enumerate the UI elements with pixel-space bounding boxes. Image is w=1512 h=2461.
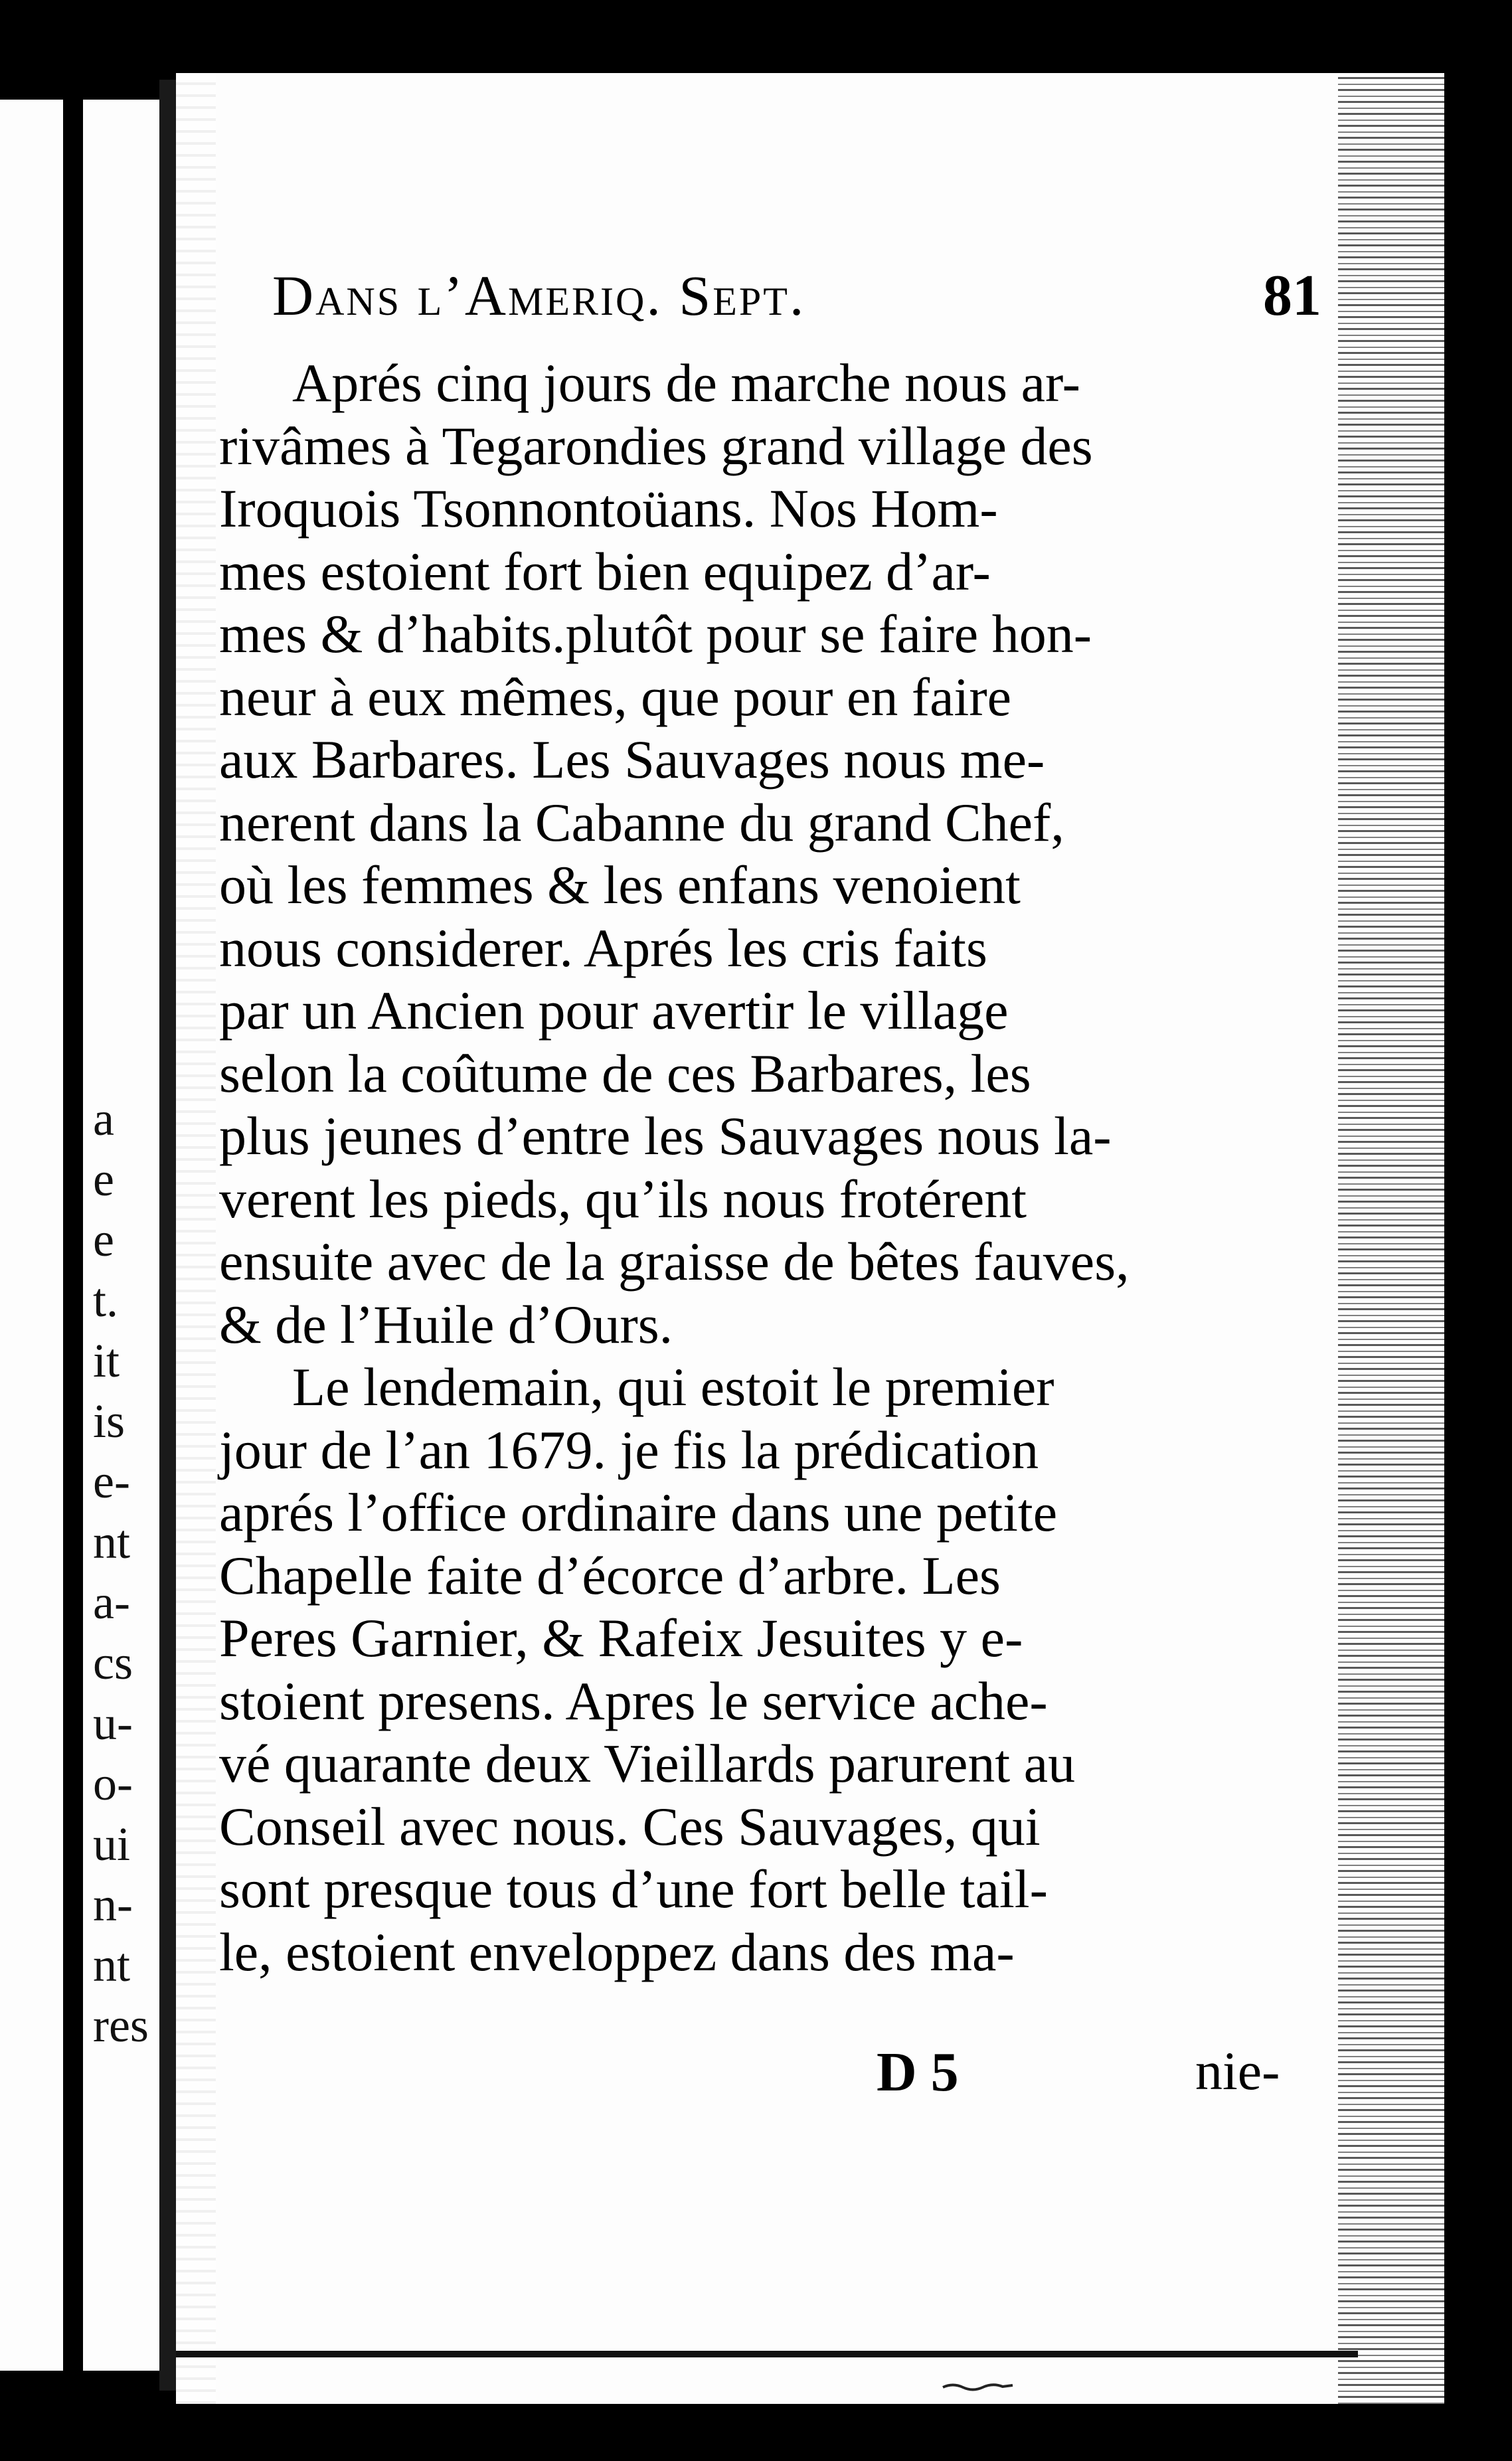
text-line: Chapelle faite d’écorce d’arbre. Les xyxy=(219,1545,1001,1606)
left-page-border xyxy=(63,100,83,2371)
text-line: Iroquois Tsonnontoüans. Nos Hom- xyxy=(219,478,998,539)
fragment-line: it xyxy=(93,1334,120,1387)
text-line: où les femmes & les enfans venoient xyxy=(219,855,1021,915)
fragment-line: n- xyxy=(93,1878,133,1931)
fragment-line: is xyxy=(93,1395,126,1448)
fragment-line: nt xyxy=(93,1938,131,1992)
text-line: Peres Garnier, & Rafeix Jesuites y e- xyxy=(219,1608,1023,1668)
fragment-line: res xyxy=(93,1999,149,2052)
signature-mark: D 5 xyxy=(877,2041,959,2103)
text-line: rivâmes à Tegarondies grand village des xyxy=(219,415,1093,476)
text-line: plus jeunes d’entre les Sauvages nous la- xyxy=(219,1106,1112,1166)
text-line: aprés l’office ordinaire dans une petite xyxy=(219,1482,1058,1543)
text-line: sont presque tous d’une fort belle tail- xyxy=(219,1859,1048,1919)
text-line: stoient presens. Apres le service ache- xyxy=(219,1670,1048,1731)
left-page-text-fragments xyxy=(93,1089,149,2056)
text-line: aux Barbares. Les Sauvages nous me- xyxy=(219,729,1045,790)
text-line: Conseil avec nous. Ces Sauvages, qui xyxy=(219,1796,1041,1857)
text-line: vé quarante deux Vieillards parurent au xyxy=(219,1733,1076,1794)
fragment-line: u- xyxy=(93,1697,133,1750)
fragment-line: e- xyxy=(93,1455,130,1508)
fragment-line: a- xyxy=(93,1576,130,1629)
text-line: le, estoient enveloppez dans des ma- xyxy=(219,1921,1015,1982)
book-page xyxy=(176,73,1444,2404)
fragment-line: o- xyxy=(93,1757,133,1810)
text-line: Aprés cinq jours de marche nous ar- xyxy=(292,353,1080,413)
text-line: nous considerer. Aprés les cris faits xyxy=(219,917,987,978)
left-facing-page-fragment xyxy=(0,100,159,2371)
page-bottom-edge xyxy=(176,2351,1358,2357)
text-line: neur à eux mêmes, que pour en faire xyxy=(219,666,1012,727)
fragment-line: t. xyxy=(93,1274,119,1327)
page-number: 81 xyxy=(1263,264,1321,328)
text-line: selon la coûtume de ces Barbares, les xyxy=(219,1043,1031,1104)
running-head-title: Dans l’Ameriq. Sept. xyxy=(272,264,806,327)
text-line: jour de l’an 1679. je fis la prédication xyxy=(219,1419,1039,1480)
text-line: verent les pieds, qu’ils nous frotérent xyxy=(219,1168,1027,1229)
text-line: mes estoient fort bien equipez d’ar- xyxy=(219,541,991,602)
text-line: ensuite avec de la graisse de bêtes fauves, xyxy=(219,1231,1130,1292)
page-outer-edge-shading xyxy=(1338,73,1444,2404)
scan-right-border xyxy=(1444,0,1512,2461)
text-line: mes & d’habits.plutôt pour se faire hon- xyxy=(219,604,1092,664)
fragment-line: ui xyxy=(93,1818,131,1871)
running-head xyxy=(272,262,1321,335)
text-line: & de l’Huile d’Ours. xyxy=(219,1294,673,1355)
body-text xyxy=(219,352,1335,1984)
text-line: par un Ancien pour avertir le village xyxy=(219,980,1009,1041)
text-line: Le lendemain, qui estoit le premier xyxy=(292,1357,1054,1417)
fragment-line: e xyxy=(93,1153,114,1206)
fragment-line: a xyxy=(93,1092,114,1146)
text-line: nerent dans la Cabanne du grand Chef, xyxy=(219,792,1064,853)
catchword: nie- xyxy=(1195,2041,1280,2101)
fragment-line: nt xyxy=(93,1515,131,1569)
ink-mark-icon xyxy=(940,2377,1019,2397)
page-inner-edge-shading xyxy=(176,73,216,2404)
fragment-line: e xyxy=(93,1213,114,1266)
fragment-line: cs xyxy=(93,1636,133,1689)
book-gutter xyxy=(159,80,176,2391)
